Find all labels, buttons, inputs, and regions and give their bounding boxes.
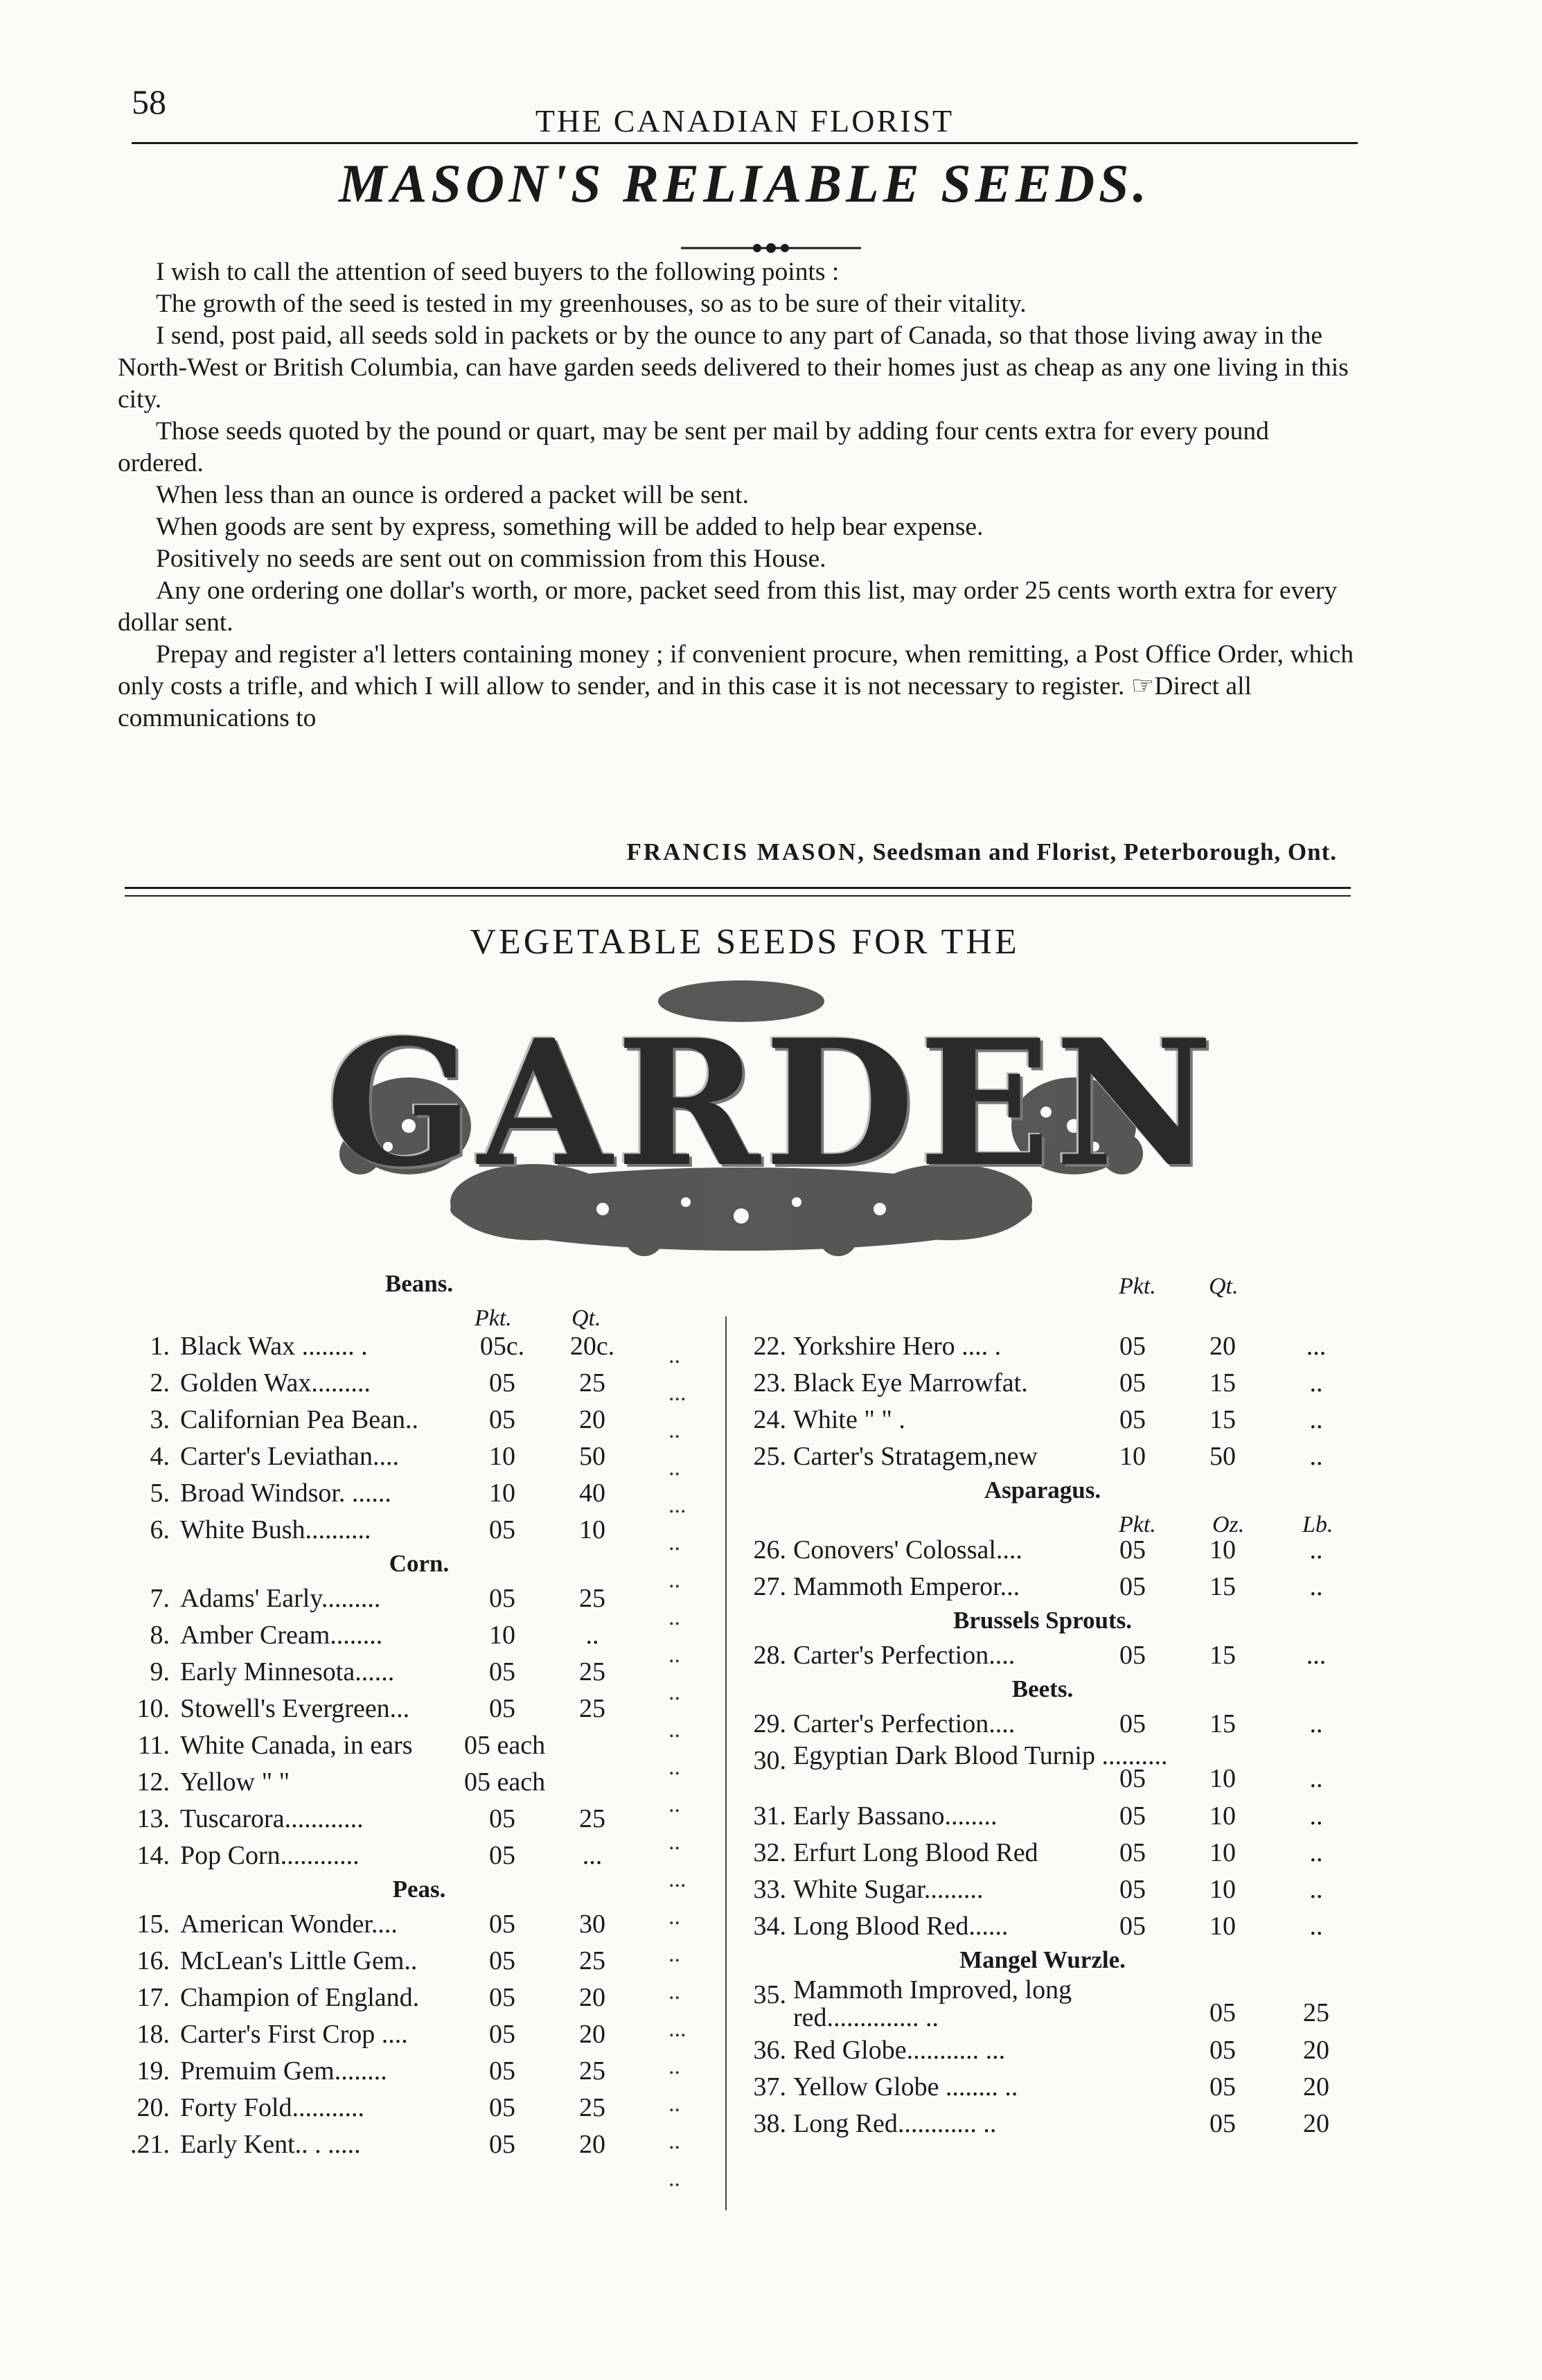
item-number: 23. [753, 1368, 786, 1398]
signature-name: FRANCIS MASON, [626, 838, 866, 865]
double-rule [125, 895, 1351, 897]
qt-price: 25 [579, 1694, 605, 1723]
pkt-price: 05 [489, 1515, 515, 1544]
vegetable-heading: VEGETABLE SEEDS FOR THE [470, 922, 1020, 962]
pkt-price: 05 [489, 2020, 515, 2049]
item-name: American Wonder.... [180, 1910, 398, 1939]
leader-dots: .. [668, 1717, 680, 1743]
pkt-price: 05 [1119, 1332, 1146, 1361]
section-heading-peas: Peas. [392, 1876, 446, 1903]
page-title: MASON'S RELIABLE SEEDS. [339, 153, 1151, 213]
intro-paragraph: When goods are sent by express, something will be added to help bear expense. [156, 513, 984, 541]
item-number: 11. [137, 1731, 170, 1760]
seed-row [114, 1580, 724, 1616]
qt-price: 10 [579, 1515, 605, 1544]
seed-row [731, 1568, 1354, 1605]
left-seed-column [114, 1268, 724, 2162]
pkt-header: Pkt. [1119, 1512, 1156, 1537]
header-spacer [731, 1300, 1354, 1328]
item-name: Conovers' Colossal.... [793, 1535, 1022, 1564]
item-name: Pop Corn............ [180, 1841, 360, 1870]
qt-price: 20c. [569, 1332, 615, 1361]
pkt-price: 05 [1119, 1535, 1146, 1564]
oz-price: 15 [1209, 1641, 1236, 1670]
item-name: Mammoth Emperor... [793, 1572, 1020, 1601]
item-number: 19. [136, 2056, 170, 2086]
leader-dots: .. [668, 2128, 680, 2154]
item-number: 14. [136, 1841, 170, 1870]
qt-header: Qt. [571, 1305, 601, 1331]
qt-price: 40 [579, 1479, 605, 1508]
ornament-rule-icon [681, 241, 861, 255]
leader-dots: .. [668, 1418, 680, 1443]
qt-price: 50 [1209, 1442, 1236, 1471]
oz-price: 10 [1209, 1875, 1236, 1904]
item-name: Amber Cream........ [180, 1621, 383, 1650]
lb-price: .. [1309, 1838, 1323, 1867]
qt-price: 20 [579, 2130, 605, 2159]
seed-row [114, 1328, 724, 1364]
seed-row [731, 2031, 1354, 2068]
item-number: 28. [753, 1641, 786, 1670]
oz-price: 05 [1209, 2109, 1236, 2138]
item-number: 10. [136, 1694, 170, 1723]
seed-row [114, 2089, 724, 2126]
seed-row [114, 1837, 724, 1874]
lb-price: 25 [1303, 1998, 1329, 2027]
seed-row [731, 1834, 1354, 1871]
section-heading-beans: Beans. [384, 1270, 454, 1297]
oz-header: Oz. [1212, 1512, 1245, 1537]
seed-row [114, 1364, 724, 1401]
leader-dots: .. [668, 1904, 680, 1930]
item-number: .21. [130, 2130, 170, 2159]
item-name: Early Minnesota...... [180, 1657, 395, 1686]
seed-row [114, 1942, 724, 1979]
leader-dots: ... [668, 1380, 686, 1406]
intro-paragraph: I send, post paid, all seeds sold in packets or by the ounce to any part of Canada, so that those living away in the North-West or British Columbia, can have garden seeds delivered to their homes just as cheap as any one living in this city. [118, 321, 1349, 414]
seed-row [731, 1976, 1354, 2031]
item-name: Yellow Globe ........ .. [793, 2072, 1018, 2101]
seed-row [114, 1401, 724, 1438]
item-name: Carter's Leviathan.... [180, 1442, 400, 1471]
seed-row [114, 1474, 724, 1511]
seed-row [114, 1438, 724, 1474]
qt-price: 20 [579, 1405, 605, 1434]
garden-word: GARDEN [326, 1001, 1218, 1205]
item-name: White Canada, in ears [180, 1731, 413, 1760]
pkt-price: 05 each [464, 1731, 546, 1760]
pkt-price: 05 [489, 2093, 515, 2122]
running-title: THE CANADIAN FLORIST [535, 103, 955, 139]
item-number: 24. [753, 1405, 786, 1434]
signature [409, 838, 1337, 866]
item-name: Yellow " " [180, 1768, 290, 1797]
signature-title: Seedsman and Florist, Peterborough, Ont. [872, 838, 1337, 865]
item-name: Stowell's Evergreen... [180, 1694, 410, 1723]
seed-row [114, 2052, 724, 2089]
item-number: 22. [753, 1332, 786, 1361]
item-number: 27. [753, 1572, 786, 1601]
pkt-price: 05 [489, 1584, 515, 1613]
item-name: White Sugar......... [793, 1875, 984, 1904]
intro-paragraph: Positively no seeds are sent out on commission from this House. [156, 545, 826, 573]
leader-dots: .. [668, 1605, 680, 1630]
seed-row [731, 2105, 1354, 2142]
item-number: 17. [136, 1983, 170, 2012]
garden-banner [326, 973, 1218, 1258]
qt-price: ... [582, 1841, 603, 1870]
leader-dots: ... [668, 1867, 686, 1892]
double-rule [125, 887, 1351, 889]
item-number: 4. [150, 1442, 170, 1471]
leader-dots: .. [668, 2091, 680, 2117]
qt-price: 15 [1209, 1405, 1236, 1434]
pkt-price: 05 [489, 1368, 515, 1398]
column-headers [731, 1268, 1354, 1300]
item-number: 30. [753, 1746, 786, 1775]
intro-paragraph: The growth of the seed is tested in my greenhouses, so as to be sure of their vitality. [156, 290, 1027, 318]
qt-price: 20 [579, 2020, 605, 2049]
item-name: Long Blood Red...... [793, 1912, 1009, 1941]
pkt-price: 05 [489, 2056, 515, 2086]
item-name: Carter's First Crop .... [180, 2020, 408, 2049]
column-headers [114, 1300, 724, 1331]
leader-dots: .. [668, 1343, 680, 1368]
pkt-price: 05 each [464, 1768, 546, 1797]
pkt-price: 05 [1119, 1572, 1146, 1601]
lb-price: 20 [1303, 2036, 1329, 2065]
pkt-price: 10 [489, 1479, 515, 1508]
seed-row [731, 1328, 1354, 1364]
pkt-header: Pkt. [1119, 1273, 1156, 1299]
lb-price: .. [1309, 1912, 1323, 1941]
item-name: Black Wax ........ . [180, 1332, 368, 1361]
item-number: 12. [136, 1768, 170, 1797]
pkt-price: 05 [1119, 1368, 1146, 1398]
pkt-price: 05 [489, 1841, 515, 1870]
item-name: Carter's Perfection.... [793, 1641, 1016, 1670]
qt-price: 25 [579, 1368, 605, 1398]
intro-paragraph: Any one ordering one dollar's worth, or more, packet seed from this list, may order 25 cents worth extra for every dollar sent. [118, 576, 1338, 637]
pkt-price: 10 [1119, 1442, 1146, 1471]
item-number: 32. [753, 1838, 786, 1867]
item-number: 15. [136, 1910, 170, 1939]
page-number: 58 [132, 82, 166, 121]
pkt-price: 05 [489, 1694, 515, 1723]
intro-text [118, 256, 1358, 734]
qt-price: 25 [579, 2093, 605, 2122]
seed-row [731, 1797, 1354, 1834]
leader-dots: ... [668, 2016, 686, 2042]
oz-price: 10 [1209, 1912, 1236, 1941]
leader-dots: .. [668, 1754, 680, 1780]
seed-row [731, 1871, 1354, 1907]
item-number: 38. [753, 2109, 786, 2138]
pkt-price: 05 [1119, 1764, 1146, 1793]
oz-price: 05 [1209, 1998, 1236, 2027]
item-number: 2. [150, 1368, 170, 1398]
item-number: 34. [753, 1912, 786, 1941]
lb-price: .. [1309, 1535, 1323, 1564]
oz-price: 05 [1209, 2072, 1236, 2101]
qt-price: 20 [579, 1983, 605, 2012]
item-name: Early Bassano........ [793, 1801, 998, 1831]
seed-row [114, 1653, 724, 1690]
pkt-price: 05 [489, 1910, 515, 1939]
qt-price: 20 [1209, 1332, 1236, 1361]
item-number: 16. [136, 1946, 170, 1975]
item-name: Tuscarora............ [180, 1804, 364, 1833]
leader-dots: .. [668, 1792, 680, 1817]
lb-header: Lb. [1302, 1512, 1333, 1537]
seed-row [731, 1364, 1354, 1401]
item-number: 8. [150, 1621, 170, 1650]
oz-price: 10 [1209, 1764, 1236, 1793]
lb-price: ... [1306, 1641, 1327, 1670]
intro-paragraph: I wish to call the attention of seed buyers to the following points : [156, 258, 840, 286]
header-rule [132, 142, 1358, 144]
qt-price: 25 [579, 1584, 605, 1613]
seed-row [731, 1401, 1354, 1438]
leader-dots: .. [668, 1530, 680, 1555]
leader-dots: ... [668, 1492, 686, 1518]
leader-dots: .. [668, 1567, 680, 1593]
item-name: Californian Pea Bean.. [180, 1405, 419, 1434]
item-name: Black Eye Marrowfat. [793, 1368, 1028, 1398]
item-name: Erfurt Long Blood Red [793, 1838, 1038, 1867]
item-name: Early Kent.. . ..... [180, 2130, 361, 2159]
oz-price: 15 [1209, 1709, 1236, 1738]
pkt-price: 05 [489, 1405, 515, 1434]
item-name: White " " . [793, 1405, 905, 1434]
qt-price: 25 [579, 1946, 605, 1975]
pkt-price: 10 [489, 1621, 515, 1650]
oz-price: 10 [1209, 1838, 1236, 1867]
leader-dots: .. [668, 1941, 680, 1967]
oz-price: 05 [1209, 2036, 1236, 2065]
item-number: 29. [753, 1709, 786, 1738]
item-name: Adams' Early......... [180, 1584, 381, 1613]
leader-dots: .. [668, 1979, 680, 2004]
page-header [132, 82, 1358, 137]
leader-dots: .. [1309, 1368, 1323, 1398]
qt-price: 25 [579, 1657, 605, 1686]
item-number: 37. [753, 2072, 786, 2101]
leader-dots: .. [668, 1680, 680, 1705]
leader-dots: .. [668, 2166, 680, 2192]
seed-row [114, 1905, 724, 1942]
pkt-price: 05 [1119, 1875, 1146, 1904]
section-heading-beets: Beets. [1011, 1675, 1074, 1702]
item-number: 13. [136, 1804, 170, 1833]
lb-price: .. [1309, 1709, 1323, 1738]
intro-paragraph: Those seeds quoted by the pound or quart, may be sent per mail by adding four cents extra for every pound ordered. [118, 417, 1269, 477]
column-headers [731, 1506, 1354, 1537]
seed-row [731, 2068, 1354, 2105]
section-heading-mangel-wurzle: Mangel Wurzle. [959, 1946, 1126, 1973]
oz-price: 10 [1209, 1801, 1236, 1831]
qt-price: 15 [1209, 1368, 1236, 1398]
intro-paragraph: Prepay and register a'l letters containing money ; if convenient procure, when remitting, a Post Office Order, which only costs a trifle, and which I will allow to sender, and in this case it is not necessary to register. ☞Direct all communications to [118, 640, 1354, 732]
seed-row [731, 1742, 1354, 1797]
seed-row [114, 1800, 724, 1837]
seed-row [114, 1763, 724, 1800]
qt-price: 25 [579, 1804, 605, 1833]
item-number: 33. [753, 1875, 786, 1904]
pkt-price: 10 [489, 1442, 515, 1471]
item-name: Egyptian Dark Blood Turnip .......... [793, 1741, 1168, 1770]
item-number: 1. [150, 1332, 170, 1361]
item-name: Mammoth Improved, long red.............. .. [793, 1975, 1072, 2032]
right-seed-column [731, 1268, 1354, 2142]
item-number: 3. [150, 1405, 170, 1434]
item-number: 25. [753, 1442, 786, 1471]
seed-row [731, 1637, 1354, 1673]
leader-dots: .. [668, 2054, 680, 2079]
seed-row [114, 2126, 724, 2162]
item-name: Yorkshire Hero .... . [793, 1332, 1002, 1361]
item-number: 35. [753, 1980, 786, 2009]
item-name: Premuim Gem........ [180, 2056, 387, 2086]
item-name: Champion of England. [180, 1983, 420, 2012]
pkt-price: 05 [1119, 1801, 1146, 1831]
item-number: 9. [150, 1657, 170, 1686]
section-heading-asparagus: Asparagus. [984, 1477, 1101, 1504]
pkt-price: 05 [489, 1946, 515, 1975]
item-number: 18. [136, 2020, 170, 2049]
leader-dots: ... [1306, 1332, 1327, 1361]
leader-dots: .. [668, 1829, 680, 1855]
pkt-price: 05 [489, 1804, 515, 1833]
seed-row [731, 1438, 1354, 1474]
leader-dots: .. [668, 1642, 680, 1668]
qt-price: .. [585, 1621, 599, 1650]
item-number: 20. [136, 2093, 170, 2122]
lb-price: .. [1309, 1764, 1323, 1793]
qt-price: 50 [579, 1442, 605, 1471]
pkt-price: 05 [1119, 1709, 1146, 1738]
pkt-price: 05 [489, 1657, 515, 1686]
qt-price: 25 [579, 2056, 605, 2086]
item-name: Golden Wax......... [180, 1368, 371, 1398]
item-number: 36. [753, 2036, 786, 2065]
section-heading-brussels-sprouts: Brussels Sprouts. [952, 1607, 1133, 1634]
intro-paragraph: When less than an ounce is ordered a packet will be sent. [156, 481, 749, 509]
item-name: Long Red............ .. [793, 2109, 997, 2138]
item-name: White Bush.......... [180, 1515, 371, 1544]
column-divider [725, 1316, 727, 2210]
item-number: 6. [150, 1515, 170, 1544]
pkt-price: 05 [489, 2130, 515, 2159]
item-number: 5. [150, 1479, 170, 1508]
seed-row [114, 1511, 724, 1548]
seed-row [114, 2016, 724, 2052]
item-name: Red Globe........... ... [793, 2036, 1006, 2065]
leader-dots: .. [668, 1455, 680, 1481]
seed-row [731, 1907, 1354, 1944]
leader-dots-column [668, 1337, 717, 2198]
lb-price: 20 [1303, 2109, 1329, 2138]
pkt-price: 05c. [479, 1332, 525, 1361]
seed-row [114, 1979, 724, 2016]
item-name: McLean's Little Gem.. [180, 1946, 418, 1975]
item-name: Carter's Stratagem,new [793, 1442, 1038, 1471]
seed-row [114, 1690, 724, 1727]
seed-row [114, 1727, 724, 1763]
pkt-header: Pkt. [475, 1305, 512, 1331]
leader-dots: .. [1309, 1442, 1323, 1471]
seed-row [731, 1531, 1354, 1568]
qt-header: Qt. [1209, 1273, 1239, 1299]
section-heading-corn: Corn. [389, 1550, 450, 1577]
item-number: 26. [753, 1535, 786, 1564]
leader-dots: .. [1309, 1405, 1323, 1434]
lb-price: .. [1309, 1572, 1323, 1601]
pkt-price: 05 [1119, 1641, 1146, 1670]
lb-price: .. [1309, 1875, 1323, 1904]
lb-price: 20 [1303, 2072, 1329, 2101]
qt-price: 30 [579, 1910, 605, 1939]
oz-price: 15 [1209, 1572, 1236, 1601]
item-name: Carter's Perfection.... [793, 1709, 1016, 1738]
pkt-price: 05 [1119, 1405, 1146, 1434]
pkt-price: 05 [1119, 1838, 1146, 1867]
oz-price: 10 [1209, 1535, 1236, 1564]
pkt-price: 05 [1119, 1912, 1146, 1941]
seed-row [731, 1705, 1354, 1742]
lb-price: .. [1309, 1801, 1323, 1831]
item-number: 31. [753, 1801, 786, 1831]
item-name: Broad Windsor. ...... [180, 1479, 391, 1508]
pkt-price: 05 [489, 1983, 515, 2012]
item-name: Forty Fold........... [180, 2093, 365, 2122]
item-number: 7. [150, 1584, 170, 1613]
seed-row [114, 1616, 724, 1653]
